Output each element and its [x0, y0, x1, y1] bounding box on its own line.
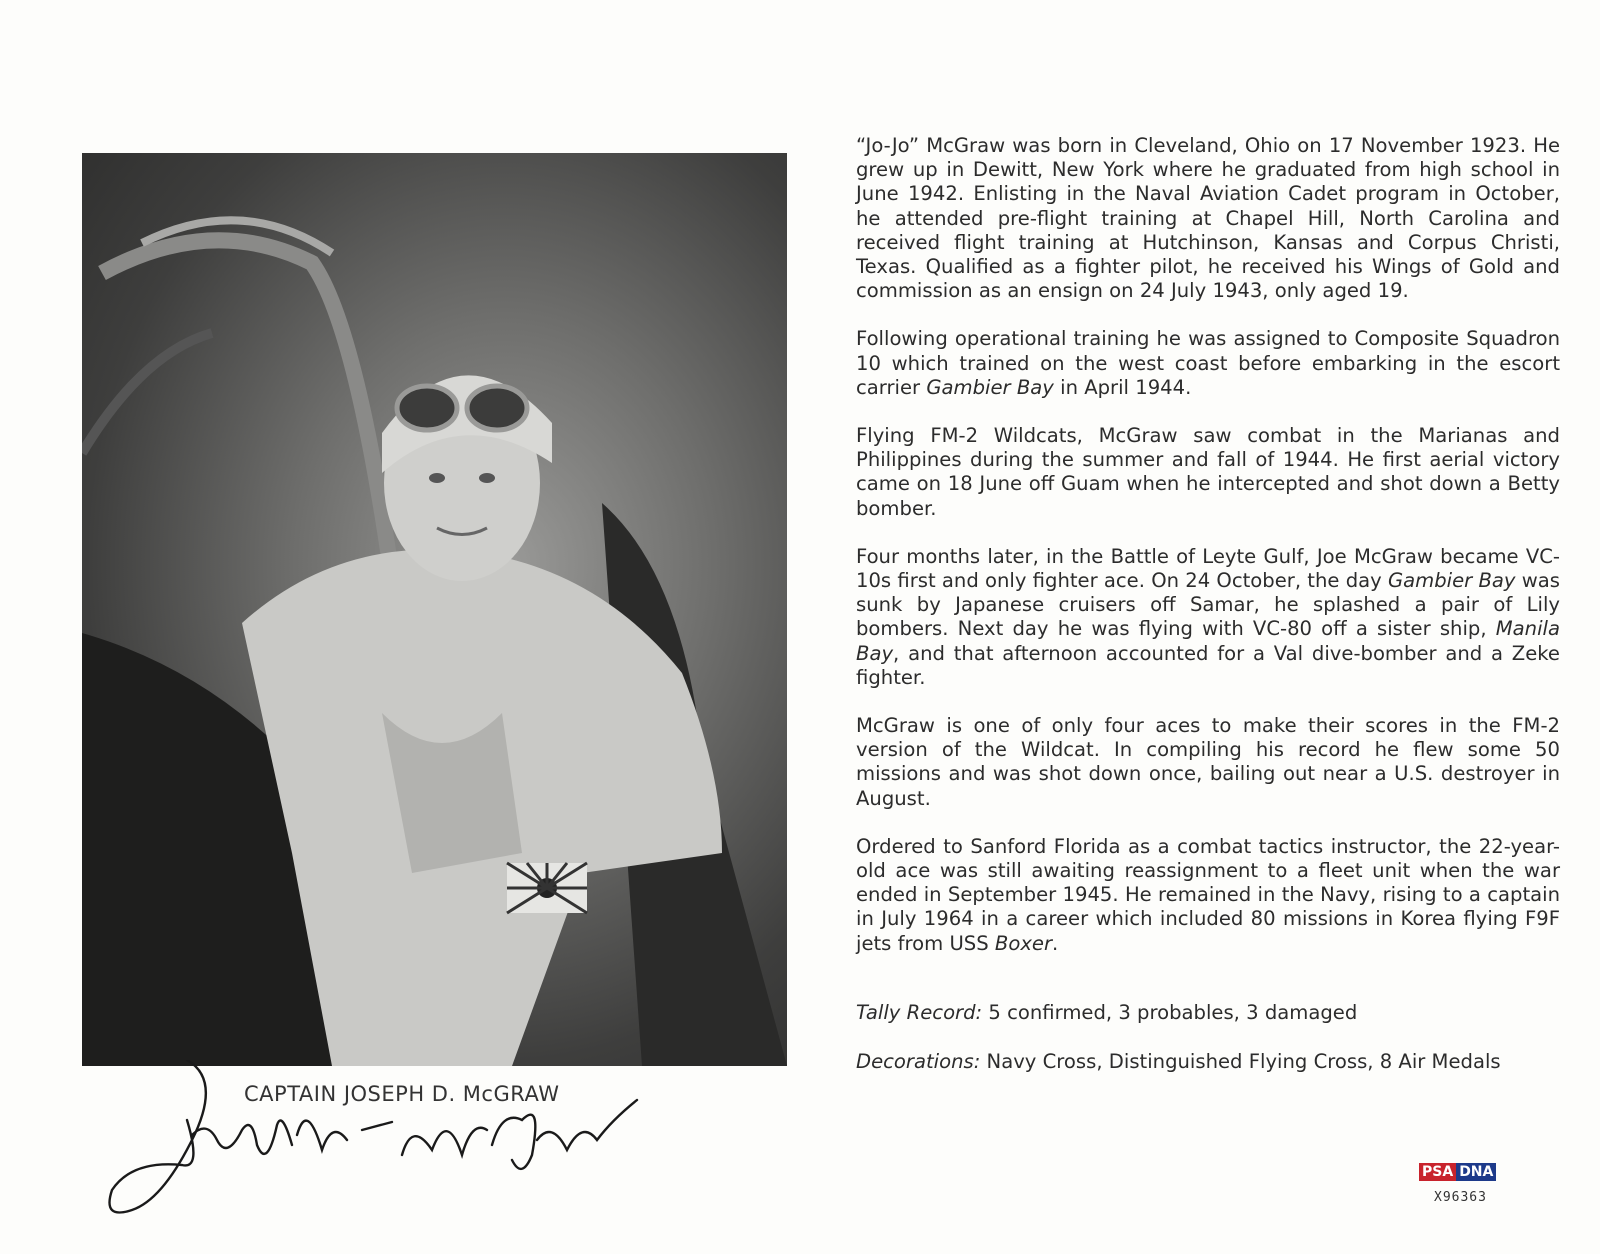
bio-text: in April 1944. [1053, 375, 1192, 399]
ship-name: Boxer [994, 931, 1053, 955]
pilot-photo [82, 153, 787, 1066]
ship-name: Manila Bay [856, 617, 1560, 665]
ship-name: Gambier Bay [926, 375, 1054, 399]
bio-paragraph-leyte-gulf [856, 545, 1560, 690]
tally-record [856, 1001, 1576, 1024]
dna-logo: DNA [1456, 1163, 1496, 1181]
bio-text: Following operational training he was assigned to Composite Squadron 10 which trained on the west coast before embarking in the escort carrier [856, 327, 1560, 399]
pilot-photo-illustration [82, 153, 787, 1066]
tally-value: 5 confirmed, 3 probables, 3 damaged [988, 1001, 1358, 1024]
bio-paragraph-combat: Flying FM-2 Wildcats, McGraw saw combat in the Marianas and Philippines during the summer and fall of 1944. He first aerial victory came on 18 June off Guam when he intercepted and shot down a Betty bomber. [856, 424, 1560, 520]
bio-paragraph-later-career [856, 835, 1560, 956]
decorations [856, 1050, 1576, 1073]
authentication-serial: X96363 [1434, 1190, 1487, 1205]
bio-text: Ordered to Sanford Florida as a combat tactics instructor, the 22-year-old ace was still awaiting reassignment to a fleet unit when the war ended in September 1945. He remained in the Navy, rising to a captain in July 1964 in a career which included 80 missions in Korea flying F9F jets from USS [856, 834, 1560, 955]
bio-paragraph-early-life: “Jo-Jo” McGraw was born in Cleveland, Ohio on 17 November 1923. He grew up in Dewitt, New York where he graduated from high school in June 1942. Enlisting in the Naval Aviation Cadet program in October, he attended pre-flight training at Chapel Hill, North Carolina and received flight training at Hutchinson, Kansas and Corpus Christi, Texas. Qualified as a fighter pilot, he received his Wings of Gold and commission as an ensign on 24 July 1943, only aged 19. [856, 134, 1560, 303]
psa-dna-sticker [1419, 1163, 1496, 1181]
bio-text: was sunk by Japanese cruisers off Samar, he splashed a pair of Lily bombers. Next day he was flying with VC-80 off a sister ship, [856, 569, 1560, 641]
bio-paragraph-record: McGraw is one of only four aces to make their scores in the FM-2 version of the Wildcat. In compiling his record he flew some 50 missions and was shot down once, bailing out near a U.S. destroyer in August. [856, 714, 1560, 810]
decorations-value: Navy Cross, Distinguished Flying Cross, 8 Air Medals [986, 1050, 1501, 1073]
bio-text: , and that afternoon accounted for a Val dive-bomber and a Zeke fighter. [856, 641, 1560, 689]
psa-logo: PSA [1419, 1163, 1456, 1181]
bio-text: . [1052, 931, 1059, 955]
tally-label: Tally Record: [856, 1001, 983, 1024]
biography-text [856, 134, 1560, 980]
ship-name: Gambier Bay [1387, 569, 1516, 593]
bio-text: Four months later, in the Battle of Leyte Gulf, Joe McGraw became VC-10s first and only fighter ace. On 24 October, the day [856, 544, 1560, 593]
handwritten-signature [92, 1060, 662, 1240]
bio-paragraph-assignment [856, 327, 1560, 400]
decorations-label: Decorations: [856, 1050, 981, 1073]
photo-caption: CAPTAIN JOSEPH D. McGRAW [244, 1082, 560, 1106]
